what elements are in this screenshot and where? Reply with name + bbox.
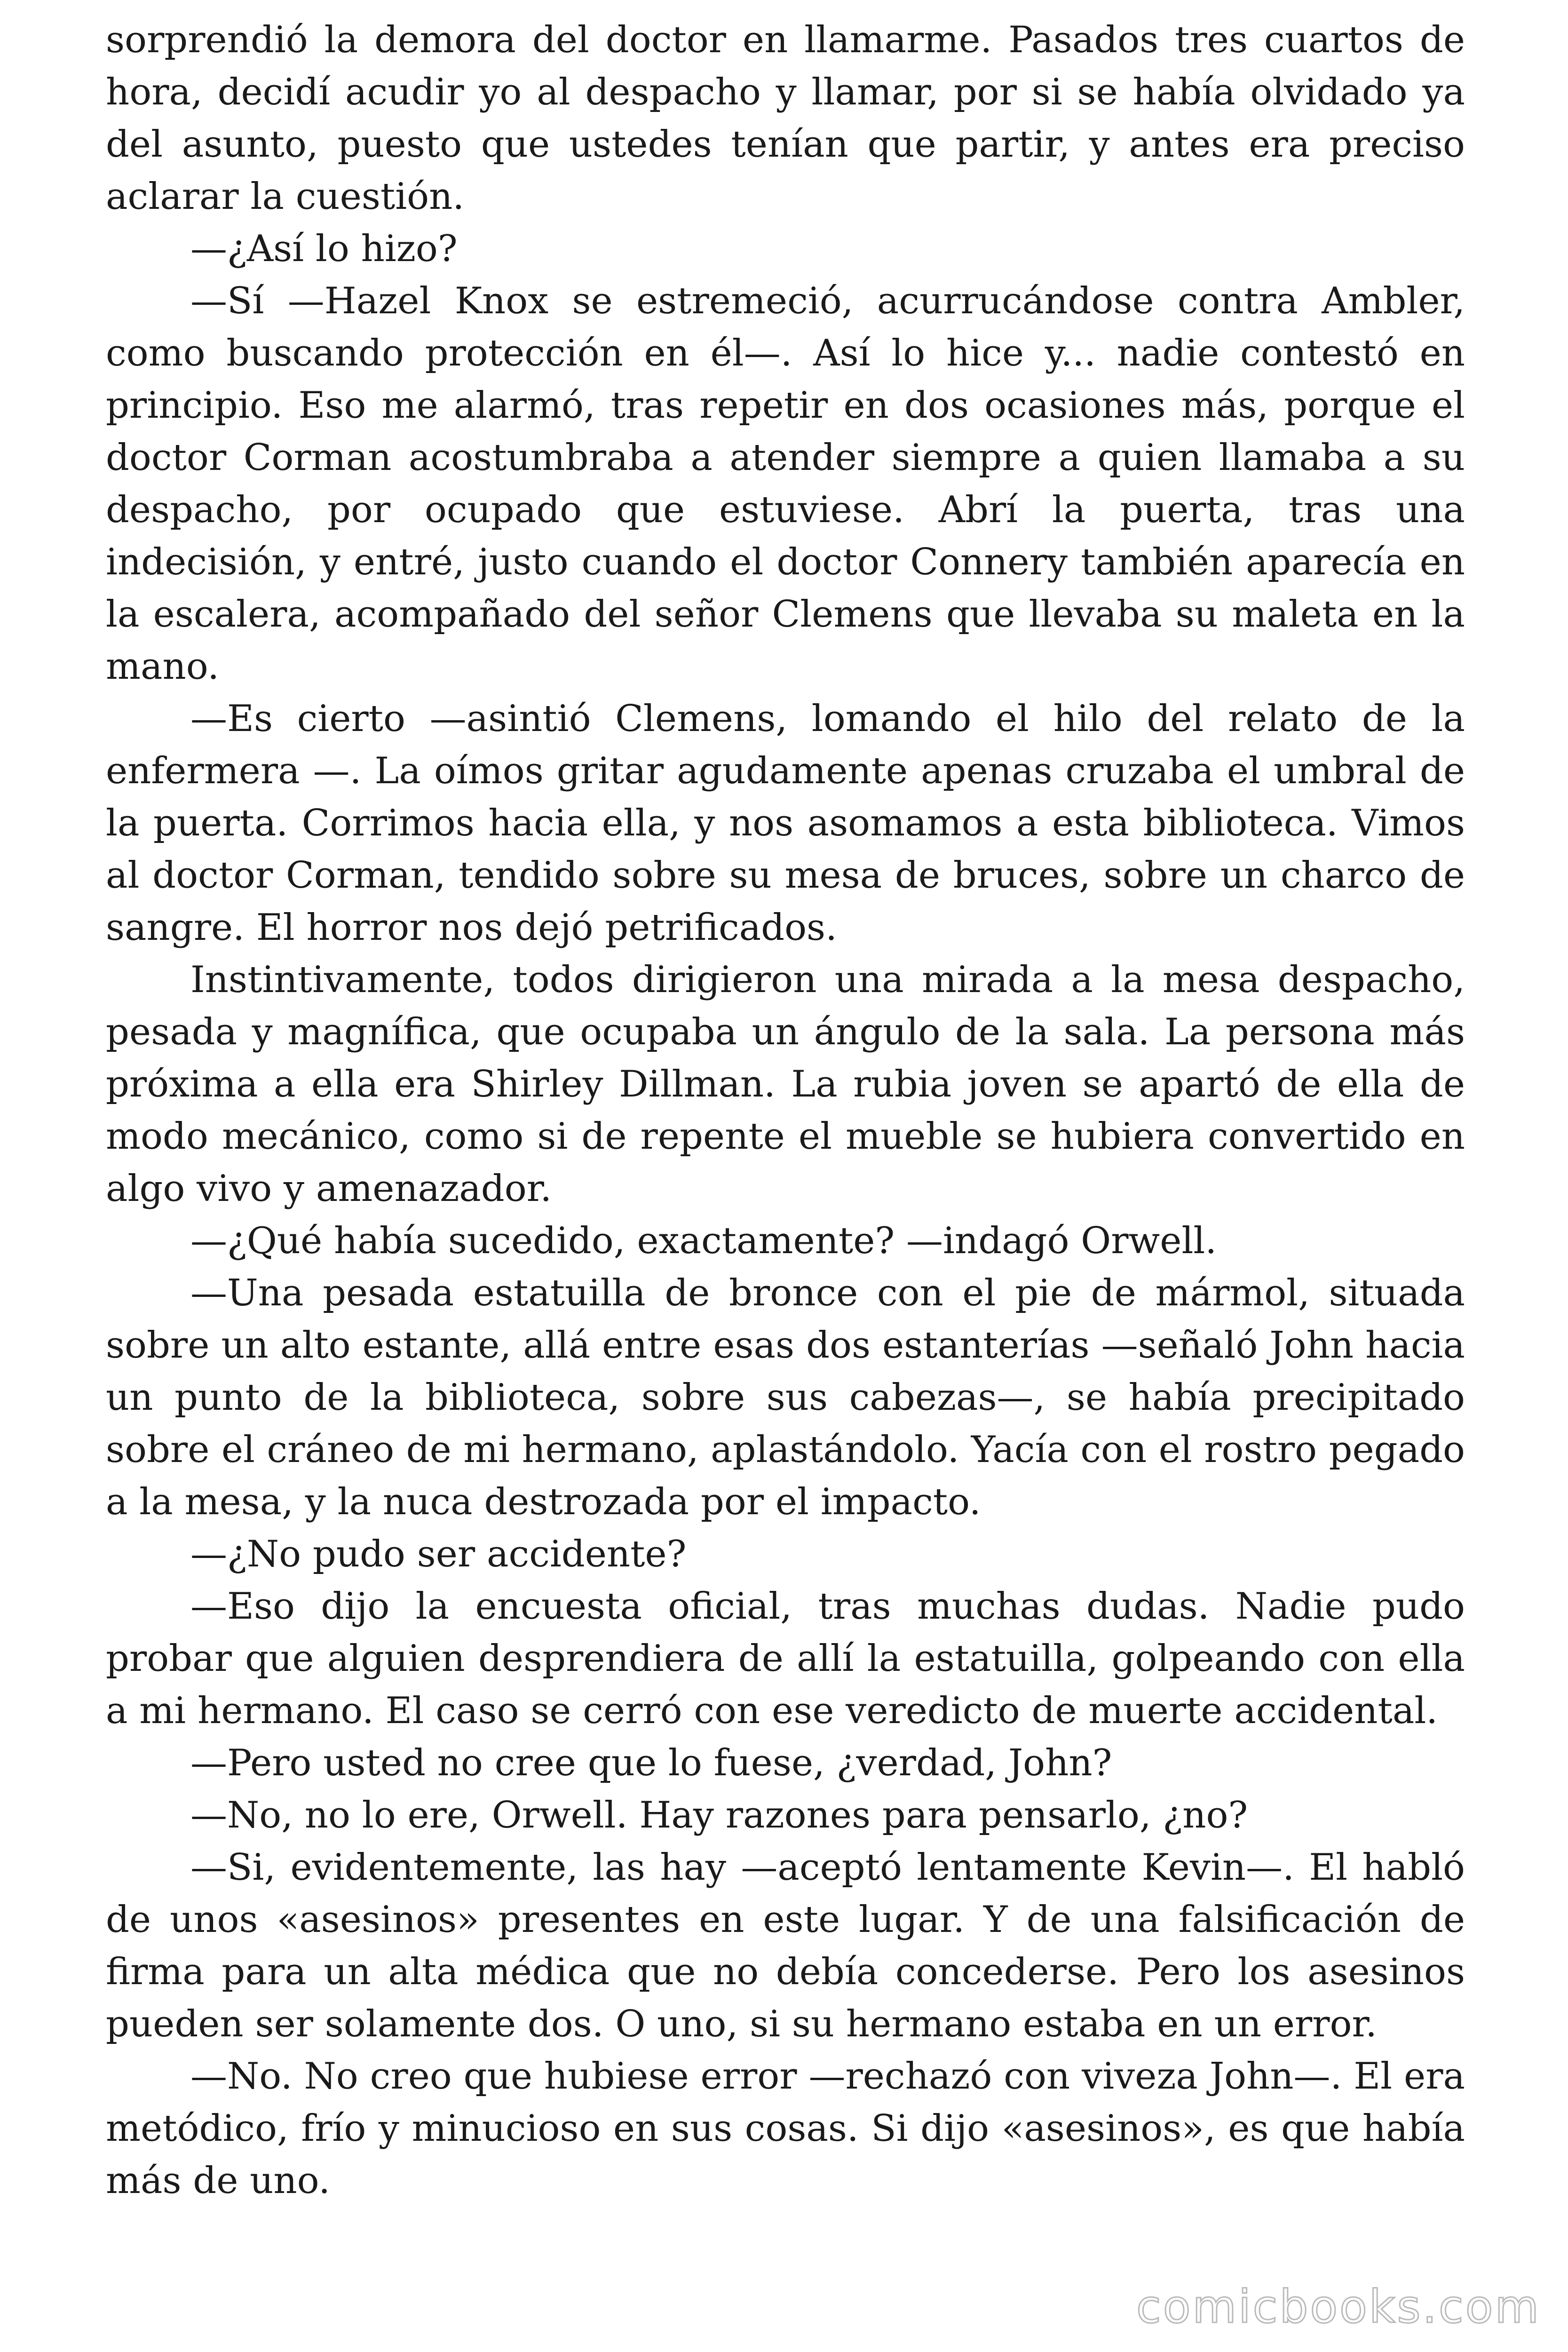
paragraph: sorprendió la demora del doctor en llamarme. Pasados tres cuartos de hora, decidí acudir yo al despacho y llamar, por si se había olvidado ya del asunto, puesto que ustedes tenían que partir, y antes era preciso aclarar la cuestión. bbox=[106, 19, 1465, 218]
paragraph: —Sí —Hazel Knox se estremeció, acurrucándose contra Ambler, como buscando protección en él—. Así lo hice y... nadie contestó en principio. Eso me alarmó, tras repetir en dos ocasiones más, porque el doctor Corman acostumbraba a atender siempre a quien llamaba a su despacho, por ocupado que estuviese. Abrí la puerta, tras una indecisión, y entré, justo cuando el doctor Connery también aparecía en la escalera, acompañado del señor Clemens que llevaba su maleta en la mano. bbox=[106, 280, 1465, 688]
paragraph: —Eso dijo la encuesta oficial, tras muchas dudas. Nadie pudo probar que alguien desprendiera de allí la estatuilla, golpeando con ella a mi hermano. El caso se cerró con ese veredicto de muerte accidental. bbox=[106, 1585, 1465, 1732]
paragraph: —Si, evidentemente, las hay —aceptó lentamente Kevin—. El habló de unos «asesinos» presentes en este lugar. Y de una falsificación de firma para un alta médica que no debía concederse. Pero los asesinos pueden ser solamente dos. O uno, si su hermano estaba en un error. bbox=[106, 1846, 1465, 2045]
paragraph: —Una pesada estatuilla de bronce con el pie de mármol, situada sobre un alto estante, allá entre esas dos estanterías —señaló John hacia un punto de la biblioteca, sobre sus cabezas—, se había precipitado sobre el cráneo de mi hermano, aplastándolo. Yacía con el rostro pegado a la mesa, y la nuca destrozada por el impacto. bbox=[106, 1272, 1465, 1523]
paragraph: —¿Qué había sucedido, exactamente? —indagó Orwell. bbox=[190, 1220, 1217, 1262]
paragraph: —¿Así lo hizo? bbox=[190, 228, 458, 270]
paragraph: Instintivamente, todos dirigieron una mirada a la mesa despacho, pesada y magnífica, que ocupaba un ángulo de la sala. La persona más próxima a ella era Shirley Dillman. La rubia joven se apartó de ella de modo mecánico, como si de repente el mueble se hubiera convertido en algo vivo y amenazador. bbox=[106, 959, 1465, 1210]
paragraph: —No. No creo que hubiese error —rechazó con viveza John—. El era metódico, frío y minucioso en sus cosas. Si dijo «asesinos», es que había más de uno. bbox=[106, 2055, 1465, 2202]
paragraph: —Es cierto —asintió Clemens, lomando el hilo del relato de la enfermera —. La oímos gritar agudamente apenas cruzaba el umbral de la puerta. Corrimos hacia ella, y nos asomamos a esta biblioteca. Vimos al doctor Corman, tendido sobre su mesa de bruces, sobre un charco de sangre. El horror nos dejó petrificados. bbox=[106, 698, 1465, 949]
paragraph: —¿No pudo ser accidente? bbox=[190, 1533, 687, 1575]
watermark-text: comicbooks.com bbox=[1136, 2280, 1541, 2333]
paragraph: —Pero usted no cree que lo fuese, ¿verdad, John? bbox=[190, 1742, 1112, 1784]
page-body bbox=[106, 14, 1465, 2207]
paragraph: —No, no lo ere, Orwell. Hay razones para pensarlo, ¿no? bbox=[190, 1794, 1248, 1836]
